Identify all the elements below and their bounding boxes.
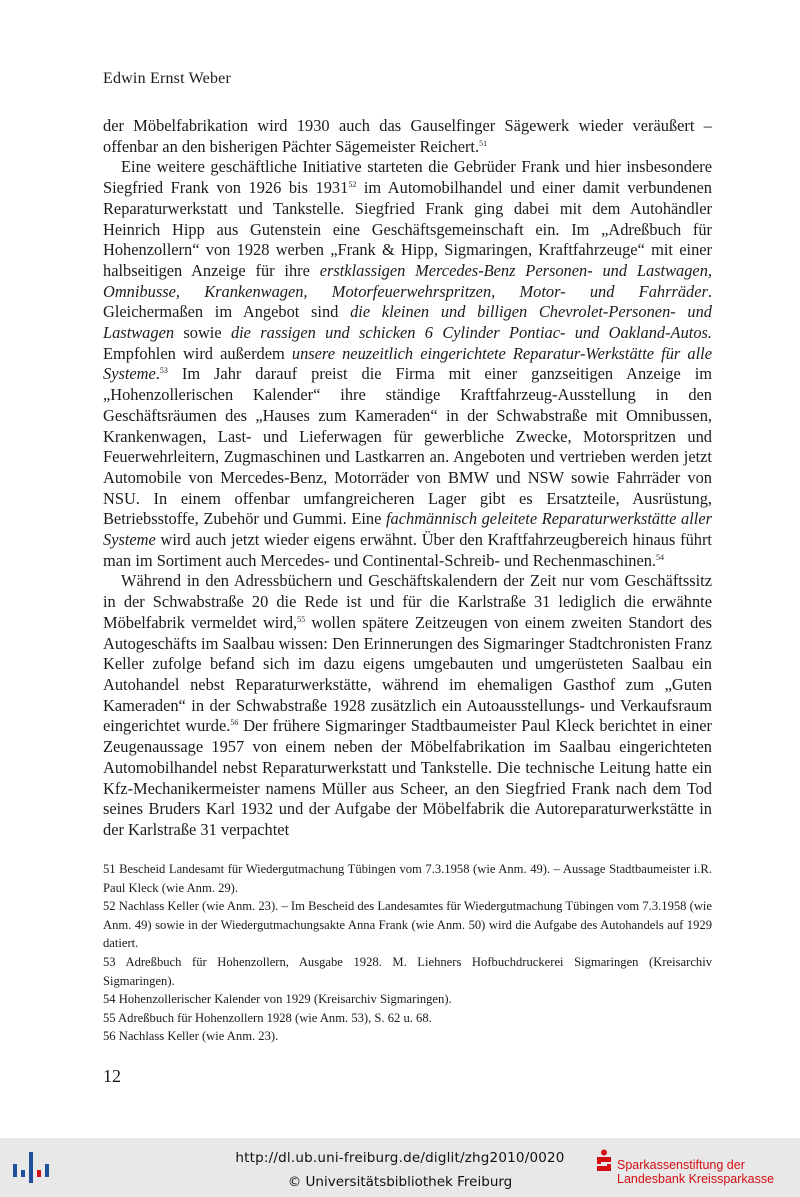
text-span: im Automobilhandel und einer damit verbundenen Reparaturwerkstatt und Tankstelle. Siegfried Frank ging dabei mit dem Autohändler Heinrich Hipp aus Gutenstein eine Geschäftsgemeinschaft ein. Im „Adreßbuch für Hohenzollern“ von 1928 werben „Frank & Hipp, Sigmaringen, Kraftfahrzeuge“ mit einer halbseitigen Anzeige für ihre [103, 178, 712, 280]
text-span: der Möbelfabrikation wird 1930 auch das Gauselfinger Sägewerk wieder veräußert – offenbar an den bisherigen Pächter Sägemeister Reichert. [103, 116, 712, 156]
footnote-ref-52[interactable]: 52 [348, 180, 357, 190]
paragraph-1 [103, 116, 712, 157]
paragraph-3 [103, 571, 712, 840]
italic-quote: die rassigen und schicken 6 Cylinder Pontiac- und Oakland-Autos. [230, 323, 712, 343]
body-text [103, 116, 712, 841]
sponsor-line-2: Landesbank Kreissparkasse [617, 1172, 775, 1186]
text-span: wird auch jetzt wieder eigens erwähnt. Über den Kraftfahrzeugbereich hinaus führt man im Sortiment auch Mercedes- und Continental-Schreib- und Rechenmaschinen. [103, 530, 712, 570]
text-span: . Gleichermaßen im Angebot sind [103, 281, 712, 322]
footnote-51: 51 Bescheid Landesamt für Wiedergutmachung Tübingen vom 7.3.1958 (wie Anm. 49). – Aussage Stadtbaumeister i.R. Paul Kleck (wie Anm. 29). [103, 862, 712, 895]
text-span: wollen spätere Zeitzeugen von einem zweiten Standort des Autogeschäfts im Saalbau wissen: Den Erinnerungen des Sigmaringer Stadtchronisten Franz Keller zufolge befand sich im dazu eigens umgebauten und umgerüsteten Saalbau ein Autohandel nebst Reparaturwerkstätte, während im ehemaligen Gasthof zum „Guten Kameraden“ in der Schwabstraße 1928 zusätzlich ein Autoausstellungs- und Verkaufsraum eingerichtet wurde. [103, 612, 712, 736]
running-head: Edwin Ernst Weber [103, 70, 232, 87]
footnote-54: 54 Hohenzollerischer Kalender von 1929 (Kreisarchiv Sigmaringen). [103, 992, 452, 1007]
page-number: 12 [103, 1066, 121, 1086]
text-span: sowie [174, 323, 231, 343]
footer-url-link[interactable]: http://dl.ub.uni-freiburg.de/diglit/zhg2010/0020 [235, 1150, 565, 1166]
italic-quote: fachmännisch geleitete Reparaturwerkstätte aller Systeme [103, 509, 712, 550]
sparkasse-logo-icon[interactable] [594, 1149, 614, 1173]
footnote-ref-56[interactable]: 56 [230, 718, 239, 728]
paragraph-2 [103, 157, 712, 571]
text-span: Der frühere Sigmaringer Stadtbaumeister Paul Kleck berichtet in einer Zeugenaussage 1957 von einem neben der Möbelfabrikation im Saalbau eingerichteten Automobilhandel nebst Reparaturwerkstatt und Tankstelle. Die technische Leitung hatte ein Kfz-Mechanikermeister namens Müller aus Scheer, an den Siegfried Frank nach dem Tod seines Bruders Karl 1932 und der Aufgabe der Möbelfabrik die Autoreparaturwerkstätte in der Karlstraße 31 verpachtet [103, 716, 712, 839]
footnote-ref-55[interactable]: 55 [297, 614, 306, 624]
text-span: . [155, 364, 160, 384]
viewer-footer [0, 1138, 800, 1197]
sponsor-line-1: Sparkassenstiftung der [617, 1158, 745, 1172]
footnote-ref-53[interactable]: 53 [159, 366, 168, 376]
text-span: Eine weitere geschäftliche Initiative starteten die Gebrüder Frank und hier insbesondere Siegfried Frank von 1926 bis 1931 [103, 157, 712, 198]
footnote-56: 56 Nachlass Keller (wie Anm. 23). [103, 1029, 279, 1044]
footnote-55: 55 Adreßbuch für Hohenzollern 1928 (wie Anm. 53), S. 62 u. 68. [103, 1010, 432, 1025]
italic-quote: die kleinen und billigen Chevrolet-Personen- und Lastwagen [103, 302, 713, 343]
footnote-ref-54[interactable]: 54 [656, 552, 665, 562]
italic-quote: unsere neuzeitlich eingerichtete Reparatur-Werkstätte für alle Systeme [103, 343, 712, 384]
text-span: Empfohlen wird außerdem [103, 343, 292, 363]
sponsor-label[interactable] [617, 1158, 774, 1186]
footnote-53: 53 Adreßbuch für Hohenzollern, Ausgabe 1928. M. Liehners Hofbuchdruckerei Sigmaringen (Kreisarchiv Sigmaringen). [103, 954, 712, 988]
text-span: Im Jahr darauf preist die Firma mit einer ganzseitigen Anzeige im „Hohenzollerischen Kalender“ ihre ständige Kraftfahrzeug-Ausstellung in den Geschäftsräumen des „Hauses zum Kameraden“ in der Schwabstraße mit Omnibussen, Krankenwagen, Last- und Lieferwagen für gewerbliche Zwecke, Motorspritzen und Feuerwehrleitern, Zugmaschinen und Lastkarren an. Angeboten und vertrieben werden jetzt Automobile von Mercedes-Benz, Motorräder von BMW und NSW sowie Fahrräder von NSU. In einem offenbar umfangreicheren Lager gibt es Ersatzteile, Ausrüstung, Betriebsstoffe, Zubehör und Gummi. Eine [103, 364, 712, 529]
footer-copyright: © Universitätsbibliothek Freiburg [287, 1174, 513, 1190]
footnote-ref-51[interactable]: 51 [479, 138, 488, 148]
footnote-52: 52 Nachlass Keller (wie Anm. 23). – Im Bescheid des Landesamtes für Wiedergutmachung Tübingen vom 7.3.1958 (wie Anm. 49) sowie in der Wiedergutmachungsakte Anna Frank (wie Anm. 50) wird die Aufgabe des Autohandels auf 1929 datiert. [103, 899, 712, 951]
text-span: Während in den Adressbüchern und Geschäftskalendern der Zeit nur vom Geschäftssitz in der Schwabstraße 20 die Rede ist und für die Karlstraße 31 lediglich die erwähnte Möbelfabrik vermeldet wird, [103, 571, 712, 632]
footnotes [103, 860, 712, 1046]
italic-quote: erstklassigen Mercedes-Benz Personen- und Lastwagen, Omnibusse, Krankenwagen, Motorfeuerwehrspritzen, Motor- und Fahrräder [103, 260, 712, 301]
